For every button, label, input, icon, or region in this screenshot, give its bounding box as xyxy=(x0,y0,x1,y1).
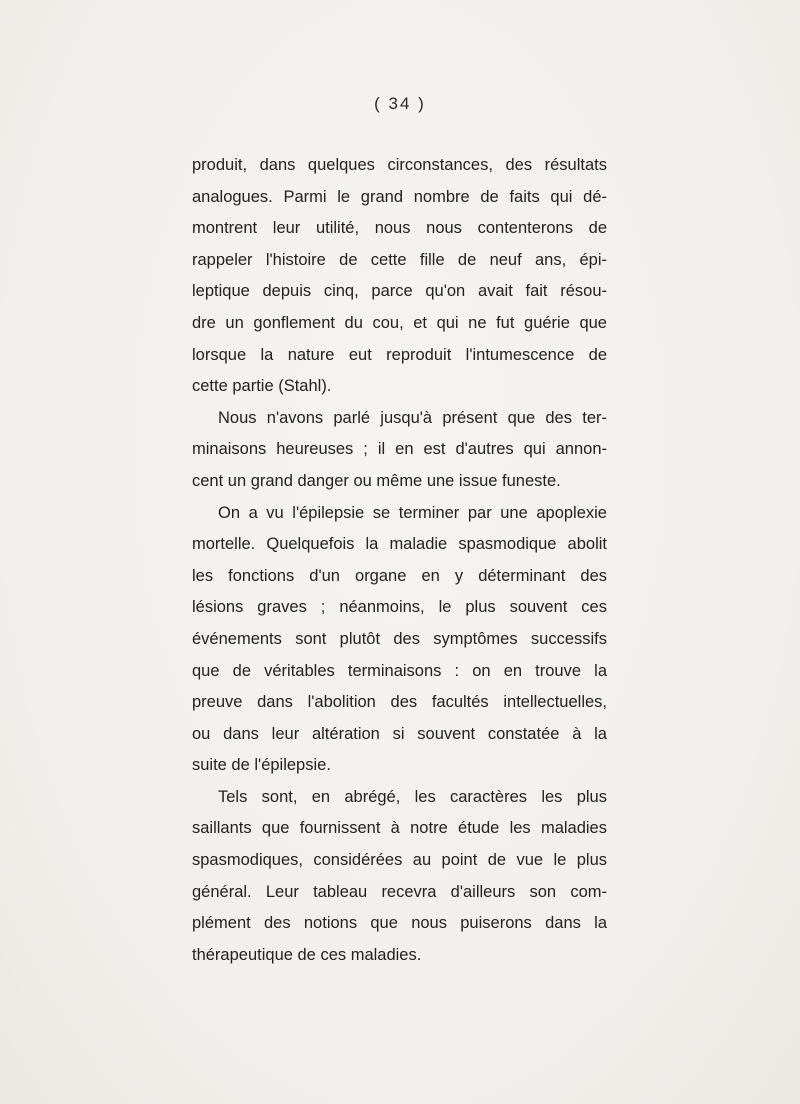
text-line: On a vu l'épilepsie se terminer par une apoplexie xyxy=(218,503,607,522)
text-line: les fonctions d'un organe en y déterminant des xyxy=(192,566,607,585)
text-line: cette partie (Stahl). xyxy=(192,377,332,396)
text-line: cent un grand danger ou même une issue funeste. xyxy=(192,471,561,490)
text-line: preuve dans l'abolition des facultés intellectuelles, xyxy=(192,693,607,712)
text-line: saillants que fournissent à notre étude les maladies xyxy=(192,819,607,838)
text-line: montrent leur utilité, nous nous contenterons de xyxy=(192,219,607,238)
page-number: ( 34 ) xyxy=(374,94,426,113)
text-line: suite de l'épilepsie. xyxy=(192,756,331,775)
text-line: thérapeutique de ces maladies. xyxy=(192,945,422,964)
text-line: lorsque la nature eut reproduit l'intumescence de xyxy=(192,345,607,364)
text-line: minaisons heureuses ; il en est d'autres qui annon- xyxy=(192,440,607,459)
text-line: produit, dans quelques circonstances, des résultats xyxy=(192,156,607,174)
text-line: rappeler l'histoire de cette fille de neuf ans, épi- xyxy=(192,250,607,269)
text-line: événements sont plutôt des symptômes successifs xyxy=(192,629,607,648)
text-line: ou dans leur altération si souvent constatée à la xyxy=(192,724,607,743)
text-line: Tels sont, en abrégé, les caractères les plus xyxy=(218,787,607,806)
text-line: général. Leur tableau recevra d'ailleurs son com- xyxy=(192,882,607,901)
text-line: spasmodiques, considérées au point de vue le plus xyxy=(192,851,607,870)
text-line: lésions graves ; néanmoins, le plus souvent ces xyxy=(192,598,607,617)
text-line: plément des notions que nous puiserons dans la xyxy=(192,914,607,933)
text-line: analogues. Parmi le grand nombre de faits qui dé- xyxy=(192,187,607,206)
text-line: Nous n'avons parlé jusqu'à présent que des ter- xyxy=(218,408,607,427)
body-text xyxy=(192,150,607,971)
text-line: leptique depuis cinq, parce qu'on avait fait résou- xyxy=(192,282,607,301)
text-line: dre un gonflement du cou, et qui ne fut guérie que xyxy=(192,313,607,332)
text-line: que de véritables terminaisons : on en trouve la xyxy=(192,661,607,680)
text-line: mortelle. Quelquefois la maladie spasmodique abolit xyxy=(192,535,607,554)
